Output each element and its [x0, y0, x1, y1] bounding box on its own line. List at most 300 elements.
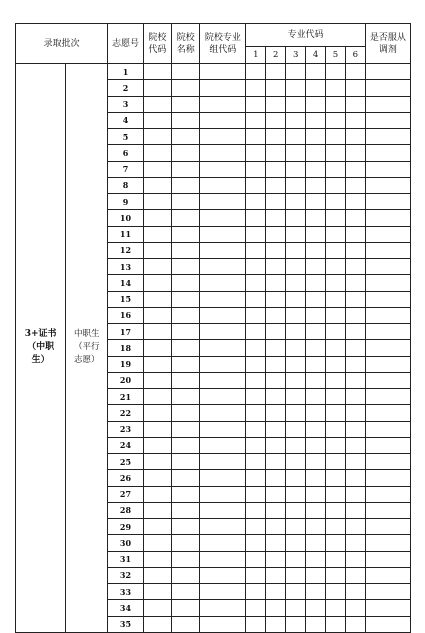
group-code-cell[interactable]	[200, 226, 246, 242]
adjust-cell[interactable]	[365, 389, 410, 405]
school-code-cell[interactable]	[143, 210, 171, 226]
school-code-cell[interactable]	[143, 437, 171, 453]
adjust-cell[interactable]	[365, 275, 410, 291]
adjust-cell[interactable]	[365, 129, 410, 145]
adjust-cell[interactable]	[365, 324, 410, 340]
major-code-cell-6[interactable]	[345, 307, 365, 323]
major-code-cell-1[interactable]	[246, 80, 266, 96]
major-code-cell-1[interactable]	[246, 210, 266, 226]
major-code-cell-6[interactable]	[345, 291, 365, 307]
major-code-cell-1[interactable]	[246, 291, 266, 307]
major-code-cell-2[interactable]	[266, 616, 286, 632]
school-name-cell[interactable]	[172, 64, 200, 80]
major-code-cell-4[interactable]	[306, 389, 326, 405]
major-code-cell-1[interactable]	[246, 551, 266, 567]
school-code-cell[interactable]	[143, 519, 171, 535]
adjust-cell[interactable]	[365, 437, 410, 453]
major-code-cell-4[interactable]	[306, 64, 326, 80]
school-name-cell[interactable]	[172, 551, 200, 567]
major-code-cell-5[interactable]	[325, 242, 345, 258]
major-code-cell-3[interactable]	[286, 80, 306, 96]
major-code-cell-6[interactable]	[345, 486, 365, 502]
group-code-cell[interactable]	[200, 324, 246, 340]
school-name-cell[interactable]	[172, 356, 200, 372]
major-code-cell-3[interactable]	[286, 226, 306, 242]
school-code-cell[interactable]	[143, 324, 171, 340]
major-code-cell-1[interactable]	[246, 145, 266, 161]
major-code-cell-2[interactable]	[266, 177, 286, 193]
group-code-cell[interactable]	[200, 291, 246, 307]
school-name-cell[interactable]	[172, 616, 200, 632]
major-code-cell-6[interactable]	[345, 389, 365, 405]
major-code-cell-4[interactable]	[306, 535, 326, 551]
adjust-cell[interactable]	[365, 177, 410, 193]
major-code-cell-6[interactable]	[345, 177, 365, 193]
major-code-cell-6[interactable]	[345, 454, 365, 470]
major-code-cell-5[interactable]	[325, 535, 345, 551]
major-code-cell-2[interactable]	[266, 80, 286, 96]
major-code-cell-6[interactable]	[345, 356, 365, 372]
adjust-cell[interactable]	[365, 421, 410, 437]
major-code-cell-2[interactable]	[266, 96, 286, 112]
major-code-cell-3[interactable]	[286, 96, 306, 112]
major-code-cell-2[interactable]	[266, 372, 286, 388]
major-code-cell-1[interactable]	[246, 356, 266, 372]
major-code-cell-2[interactable]	[266, 194, 286, 210]
major-code-cell-6[interactable]	[345, 437, 365, 453]
school-name-cell[interactable]	[172, 259, 200, 275]
school-code-cell[interactable]	[143, 259, 171, 275]
major-code-cell-1[interactable]	[246, 177, 266, 193]
major-code-cell-5[interactable]	[325, 437, 345, 453]
major-code-cell-1[interactable]	[246, 372, 266, 388]
adjust-cell[interactable]	[365, 307, 410, 323]
school-name-cell[interactable]	[172, 567, 200, 583]
adjust-cell[interactable]	[365, 96, 410, 112]
major-code-cell-2[interactable]	[266, 356, 286, 372]
major-code-cell-1[interactable]	[246, 259, 266, 275]
major-code-cell-1[interactable]	[246, 340, 266, 356]
school-name-cell[interactable]	[172, 145, 200, 161]
major-code-cell-4[interactable]	[306, 324, 326, 340]
school-code-cell[interactable]	[143, 226, 171, 242]
major-code-cell-1[interactable]	[246, 307, 266, 323]
major-code-cell-2[interactable]	[266, 551, 286, 567]
group-code-cell[interactable]	[200, 242, 246, 258]
major-code-cell-5[interactable]	[325, 129, 345, 145]
major-code-cell-3[interactable]	[286, 177, 306, 193]
major-code-cell-2[interactable]	[266, 567, 286, 583]
major-code-cell-4[interactable]	[306, 210, 326, 226]
major-code-cell-5[interactable]	[325, 372, 345, 388]
group-code-cell[interactable]	[200, 372, 246, 388]
major-code-cell-6[interactable]	[345, 275, 365, 291]
major-code-cell-4[interactable]	[306, 242, 326, 258]
group-code-cell[interactable]	[200, 389, 246, 405]
major-code-cell-5[interactable]	[325, 161, 345, 177]
major-code-cell-6[interactable]	[345, 567, 365, 583]
school-name-cell[interactable]	[172, 535, 200, 551]
major-code-cell-5[interactable]	[325, 291, 345, 307]
adjust-cell[interactable]	[365, 600, 410, 616]
group-code-cell[interactable]	[200, 437, 246, 453]
school-code-cell[interactable]	[143, 275, 171, 291]
major-code-cell-5[interactable]	[325, 567, 345, 583]
major-code-cell-5[interactable]	[325, 112, 345, 128]
school-name-cell[interactable]	[172, 502, 200, 518]
school-code-cell[interactable]	[143, 584, 171, 600]
adjust-cell[interactable]	[365, 210, 410, 226]
major-code-cell-4[interactable]	[306, 421, 326, 437]
major-code-cell-6[interactable]	[345, 259, 365, 275]
major-code-cell-2[interactable]	[266, 535, 286, 551]
major-code-cell-4[interactable]	[306, 307, 326, 323]
school-name-cell[interactable]	[172, 291, 200, 307]
school-name-cell[interactable]	[172, 340, 200, 356]
major-code-cell-5[interactable]	[325, 340, 345, 356]
major-code-cell-6[interactable]	[345, 226, 365, 242]
major-code-cell-1[interactable]	[246, 421, 266, 437]
school-code-cell[interactable]	[143, 96, 171, 112]
major-code-cell-4[interactable]	[306, 584, 326, 600]
adjust-cell[interactable]	[365, 340, 410, 356]
major-code-cell-6[interactable]	[345, 64, 365, 80]
major-code-cell-3[interactable]	[286, 307, 306, 323]
major-code-cell-4[interactable]	[306, 112, 326, 128]
major-code-cell-1[interactable]	[246, 161, 266, 177]
group-code-cell[interactable]	[200, 421, 246, 437]
major-code-cell-2[interactable]	[266, 64, 286, 80]
school-code-cell[interactable]	[143, 145, 171, 161]
major-code-cell-5[interactable]	[325, 80, 345, 96]
adjust-cell[interactable]	[365, 470, 410, 486]
major-code-cell-5[interactable]	[325, 551, 345, 567]
major-code-cell-3[interactable]	[286, 210, 306, 226]
major-code-cell-1[interactable]	[246, 242, 266, 258]
major-code-cell-4[interactable]	[306, 340, 326, 356]
major-code-cell-3[interactable]	[286, 535, 306, 551]
adjust-cell[interactable]	[365, 194, 410, 210]
major-code-cell-4[interactable]	[306, 437, 326, 453]
major-code-cell-6[interactable]	[345, 96, 365, 112]
major-code-cell-5[interactable]	[325, 616, 345, 632]
school-code-cell[interactable]	[143, 64, 171, 80]
major-code-cell-2[interactable]	[266, 454, 286, 470]
major-code-cell-1[interactable]	[246, 275, 266, 291]
major-code-cell-1[interactable]	[246, 389, 266, 405]
major-code-cell-6[interactable]	[345, 616, 365, 632]
school-code-cell[interactable]	[143, 567, 171, 583]
group-code-cell[interactable]	[200, 96, 246, 112]
major-code-cell-2[interactable]	[266, 226, 286, 242]
major-code-cell-4[interactable]	[306, 80, 326, 96]
major-code-cell-5[interactable]	[325, 210, 345, 226]
school-name-cell[interactable]	[172, 600, 200, 616]
school-name-cell[interactable]	[172, 112, 200, 128]
school-code-cell[interactable]	[143, 616, 171, 632]
school-name-cell[interactable]	[172, 194, 200, 210]
group-code-cell[interactable]	[200, 584, 246, 600]
adjust-cell[interactable]	[365, 112, 410, 128]
school-code-cell[interactable]	[143, 502, 171, 518]
major-code-cell-3[interactable]	[286, 340, 306, 356]
major-code-cell-3[interactable]	[286, 161, 306, 177]
major-code-cell-6[interactable]	[345, 161, 365, 177]
adjust-cell[interactable]	[365, 259, 410, 275]
major-code-cell-3[interactable]	[286, 145, 306, 161]
school-name-cell[interactable]	[172, 421, 200, 437]
major-code-cell-6[interactable]	[345, 584, 365, 600]
major-code-cell-6[interactable]	[345, 145, 365, 161]
major-code-cell-3[interactable]	[286, 129, 306, 145]
group-code-cell[interactable]	[200, 259, 246, 275]
major-code-cell-4[interactable]	[306, 616, 326, 632]
school-code-cell[interactable]	[143, 112, 171, 128]
adjust-cell[interactable]	[365, 535, 410, 551]
school-name-cell[interactable]	[172, 437, 200, 453]
adjust-cell[interactable]	[365, 584, 410, 600]
major-code-cell-5[interactable]	[325, 389, 345, 405]
school-code-cell[interactable]	[143, 291, 171, 307]
major-code-cell-6[interactable]	[345, 129, 365, 145]
group-code-cell[interactable]	[200, 600, 246, 616]
major-code-cell-3[interactable]	[286, 242, 306, 258]
major-code-cell-5[interactable]	[325, 405, 345, 421]
school-name-cell[interactable]	[172, 486, 200, 502]
major-code-cell-5[interactable]	[325, 64, 345, 80]
adjust-cell[interactable]	[365, 502, 410, 518]
major-code-cell-4[interactable]	[306, 291, 326, 307]
group-code-cell[interactable]	[200, 80, 246, 96]
major-code-cell-3[interactable]	[286, 600, 306, 616]
school-name-cell[interactable]	[172, 275, 200, 291]
major-code-cell-1[interactable]	[246, 96, 266, 112]
major-code-cell-2[interactable]	[266, 519, 286, 535]
major-code-cell-1[interactable]	[246, 486, 266, 502]
group-code-cell[interactable]	[200, 616, 246, 632]
school-code-cell[interactable]	[143, 161, 171, 177]
major-code-cell-1[interactable]	[246, 64, 266, 80]
major-code-cell-3[interactable]	[286, 551, 306, 567]
group-code-cell[interactable]	[200, 112, 246, 128]
group-code-cell[interactable]	[200, 454, 246, 470]
major-code-cell-2[interactable]	[266, 307, 286, 323]
major-code-cell-5[interactable]	[325, 194, 345, 210]
major-code-cell-6[interactable]	[345, 210, 365, 226]
major-code-cell-3[interactable]	[286, 519, 306, 535]
major-code-cell-2[interactable]	[266, 242, 286, 258]
group-code-cell[interactable]	[200, 356, 246, 372]
school-name-cell[interactable]	[172, 584, 200, 600]
major-code-cell-5[interactable]	[325, 584, 345, 600]
school-code-cell[interactable]	[143, 421, 171, 437]
major-code-cell-1[interactable]	[246, 502, 266, 518]
major-code-cell-2[interactable]	[266, 437, 286, 453]
major-code-cell-2[interactable]	[266, 210, 286, 226]
group-code-cell[interactable]	[200, 129, 246, 145]
adjust-cell[interactable]	[365, 356, 410, 372]
group-code-cell[interactable]	[200, 519, 246, 535]
major-code-cell-1[interactable]	[246, 324, 266, 340]
major-code-cell-2[interactable]	[266, 275, 286, 291]
major-code-cell-6[interactable]	[345, 519, 365, 535]
major-code-cell-1[interactable]	[246, 584, 266, 600]
school-code-cell[interactable]	[143, 535, 171, 551]
school-code-cell[interactable]	[143, 242, 171, 258]
school-code-cell[interactable]	[143, 194, 171, 210]
major-code-cell-5[interactable]	[325, 470, 345, 486]
major-code-cell-2[interactable]	[266, 502, 286, 518]
group-code-cell[interactable]	[200, 405, 246, 421]
major-code-cell-6[interactable]	[345, 372, 365, 388]
school-code-cell[interactable]	[143, 340, 171, 356]
school-code-cell[interactable]	[143, 356, 171, 372]
major-code-cell-2[interactable]	[266, 470, 286, 486]
major-code-cell-6[interactable]	[345, 600, 365, 616]
school-name-cell[interactable]	[172, 470, 200, 486]
major-code-cell-5[interactable]	[325, 226, 345, 242]
group-code-cell[interactable]	[200, 340, 246, 356]
major-code-cell-2[interactable]	[266, 129, 286, 145]
group-code-cell[interactable]	[200, 567, 246, 583]
major-code-cell-3[interactable]	[286, 372, 306, 388]
major-code-cell-3[interactable]	[286, 584, 306, 600]
major-code-cell-3[interactable]	[286, 356, 306, 372]
major-code-cell-3[interactable]	[286, 291, 306, 307]
school-name-cell[interactable]	[172, 177, 200, 193]
major-code-cell-3[interactable]	[286, 454, 306, 470]
school-name-cell[interactable]	[172, 405, 200, 421]
major-code-cell-4[interactable]	[306, 567, 326, 583]
school-name-cell[interactable]	[172, 454, 200, 470]
major-code-cell-5[interactable]	[325, 259, 345, 275]
major-code-cell-5[interactable]	[325, 307, 345, 323]
major-code-cell-6[interactable]	[345, 242, 365, 258]
adjust-cell[interactable]	[365, 551, 410, 567]
major-code-cell-2[interactable]	[266, 259, 286, 275]
major-code-cell-6[interactable]	[345, 405, 365, 421]
major-code-cell-1[interactable]	[246, 470, 266, 486]
major-code-cell-2[interactable]	[266, 324, 286, 340]
major-code-cell-1[interactable]	[246, 454, 266, 470]
major-code-cell-1[interactable]	[246, 519, 266, 535]
adjust-cell[interactable]	[365, 519, 410, 535]
major-code-cell-4[interactable]	[306, 551, 326, 567]
major-code-cell-4[interactable]	[306, 145, 326, 161]
major-code-cell-3[interactable]	[286, 470, 306, 486]
major-code-cell-6[interactable]	[345, 324, 365, 340]
adjust-cell[interactable]	[365, 405, 410, 421]
school-name-cell[interactable]	[172, 129, 200, 145]
major-code-cell-3[interactable]	[286, 437, 306, 453]
major-code-cell-4[interactable]	[306, 486, 326, 502]
major-code-cell-2[interactable]	[266, 421, 286, 437]
major-code-cell-5[interactable]	[325, 519, 345, 535]
major-code-cell-3[interactable]	[286, 421, 306, 437]
adjust-cell[interactable]	[365, 145, 410, 161]
school-code-cell[interactable]	[143, 177, 171, 193]
major-code-cell-4[interactable]	[306, 454, 326, 470]
school-name-cell[interactable]	[172, 210, 200, 226]
major-code-cell-6[interactable]	[345, 340, 365, 356]
adjust-cell[interactable]	[365, 454, 410, 470]
adjust-cell[interactable]	[365, 567, 410, 583]
school-code-cell[interactable]	[143, 307, 171, 323]
school-code-cell[interactable]	[143, 129, 171, 145]
major-code-cell-5[interactable]	[325, 502, 345, 518]
school-code-cell[interactable]	[143, 80, 171, 96]
major-code-cell-1[interactable]	[246, 112, 266, 128]
major-code-cell-6[interactable]	[345, 470, 365, 486]
major-code-cell-4[interactable]	[306, 129, 326, 145]
school-name-cell[interactable]	[172, 226, 200, 242]
major-code-cell-1[interactable]	[246, 194, 266, 210]
school-code-cell[interactable]	[143, 470, 171, 486]
group-code-cell[interactable]	[200, 486, 246, 502]
major-code-cell-3[interactable]	[286, 259, 306, 275]
major-code-cell-3[interactable]	[286, 486, 306, 502]
major-code-cell-2[interactable]	[266, 291, 286, 307]
major-code-cell-4[interactable]	[306, 259, 326, 275]
major-code-cell-2[interactable]	[266, 600, 286, 616]
school-name-cell[interactable]	[172, 242, 200, 258]
adjust-cell[interactable]	[365, 242, 410, 258]
adjust-cell[interactable]	[365, 161, 410, 177]
major-code-cell-2[interactable]	[266, 389, 286, 405]
adjust-cell[interactable]	[365, 372, 410, 388]
major-code-cell-6[interactable]	[345, 551, 365, 567]
major-code-cell-4[interactable]	[306, 275, 326, 291]
major-code-cell-1[interactable]	[246, 129, 266, 145]
major-code-cell-1[interactable]	[246, 437, 266, 453]
major-code-cell-5[interactable]	[325, 486, 345, 502]
major-code-cell-5[interactable]	[325, 356, 345, 372]
major-code-cell-3[interactable]	[286, 405, 306, 421]
school-name-cell[interactable]	[172, 80, 200, 96]
major-code-cell-3[interactable]	[286, 64, 306, 80]
major-code-cell-4[interactable]	[306, 600, 326, 616]
major-code-cell-4[interactable]	[306, 356, 326, 372]
group-code-cell[interactable]	[200, 470, 246, 486]
major-code-cell-3[interactable]	[286, 567, 306, 583]
adjust-cell[interactable]	[365, 226, 410, 242]
adjust-cell[interactable]	[365, 291, 410, 307]
major-code-cell-4[interactable]	[306, 470, 326, 486]
school-code-cell[interactable]	[143, 372, 171, 388]
major-code-cell-3[interactable]	[286, 502, 306, 518]
school-name-cell[interactable]	[172, 161, 200, 177]
group-code-cell[interactable]	[200, 535, 246, 551]
major-code-cell-6[interactable]	[345, 80, 365, 96]
major-code-cell-4[interactable]	[306, 519, 326, 535]
major-code-cell-2[interactable]	[266, 486, 286, 502]
major-code-cell-6[interactable]	[345, 421, 365, 437]
major-code-cell-4[interactable]	[306, 502, 326, 518]
major-code-cell-5[interactable]	[325, 421, 345, 437]
school-name-cell[interactable]	[172, 307, 200, 323]
major-code-cell-3[interactable]	[286, 112, 306, 128]
major-code-cell-5[interactable]	[325, 454, 345, 470]
group-code-cell[interactable]	[200, 145, 246, 161]
major-code-cell-5[interactable]	[325, 96, 345, 112]
major-code-cell-5[interactable]	[325, 275, 345, 291]
adjust-cell[interactable]	[365, 486, 410, 502]
school-code-cell[interactable]	[143, 486, 171, 502]
school-name-cell[interactable]	[172, 372, 200, 388]
major-code-cell-1[interactable]	[246, 535, 266, 551]
major-code-cell-1[interactable]	[246, 405, 266, 421]
major-code-cell-5[interactable]	[325, 324, 345, 340]
